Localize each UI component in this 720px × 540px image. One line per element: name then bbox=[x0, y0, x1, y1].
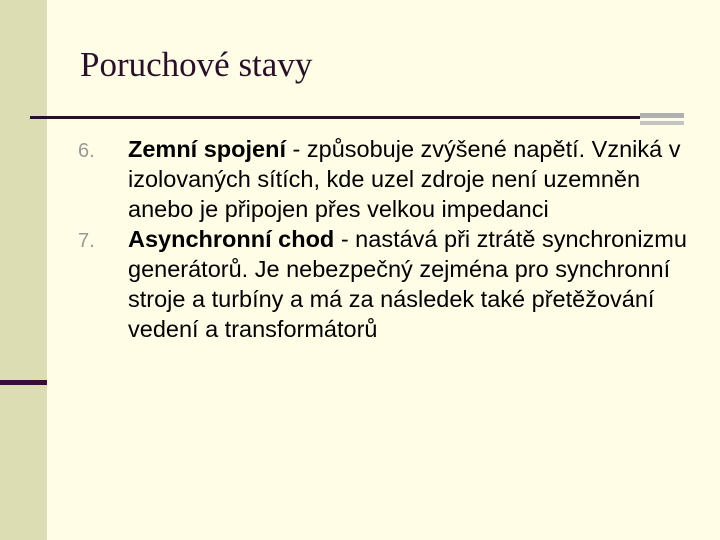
list-number: 6. bbox=[78, 140, 95, 162]
list-term: Asynchronní chod bbox=[128, 226, 335, 252]
title-divider-accent bbox=[640, 113, 684, 118]
left-decor-band bbox=[0, 0, 47, 540]
slide-body bbox=[78, 134, 688, 344]
title-divider bbox=[30, 116, 640, 119]
list-text: - způsobuje zvýšené napětí. Vzniká v izolovaných sítích, kde uzel zdroje není uzemněn anebo je připojen přes velkou impedanci bbox=[128, 136, 681, 222]
list-item bbox=[78, 134, 688, 224]
list-text: - nastává při ztrátě synchronizmu generátorů. Je nebezpečný zejména pro synchronní stroje a turbíny a má za následek také přetěžování vedení a transformátorů bbox=[128, 226, 687, 342]
slide-title: Poruchové stavy bbox=[80, 45, 313, 84]
list-term: Zemní spojení bbox=[128, 136, 286, 162]
list-item bbox=[78, 224, 688, 344]
title-divider-accent-lower bbox=[640, 121, 684, 125]
list-number: 7. bbox=[78, 230, 95, 252]
left-accent-bar bbox=[0, 380, 47, 385]
